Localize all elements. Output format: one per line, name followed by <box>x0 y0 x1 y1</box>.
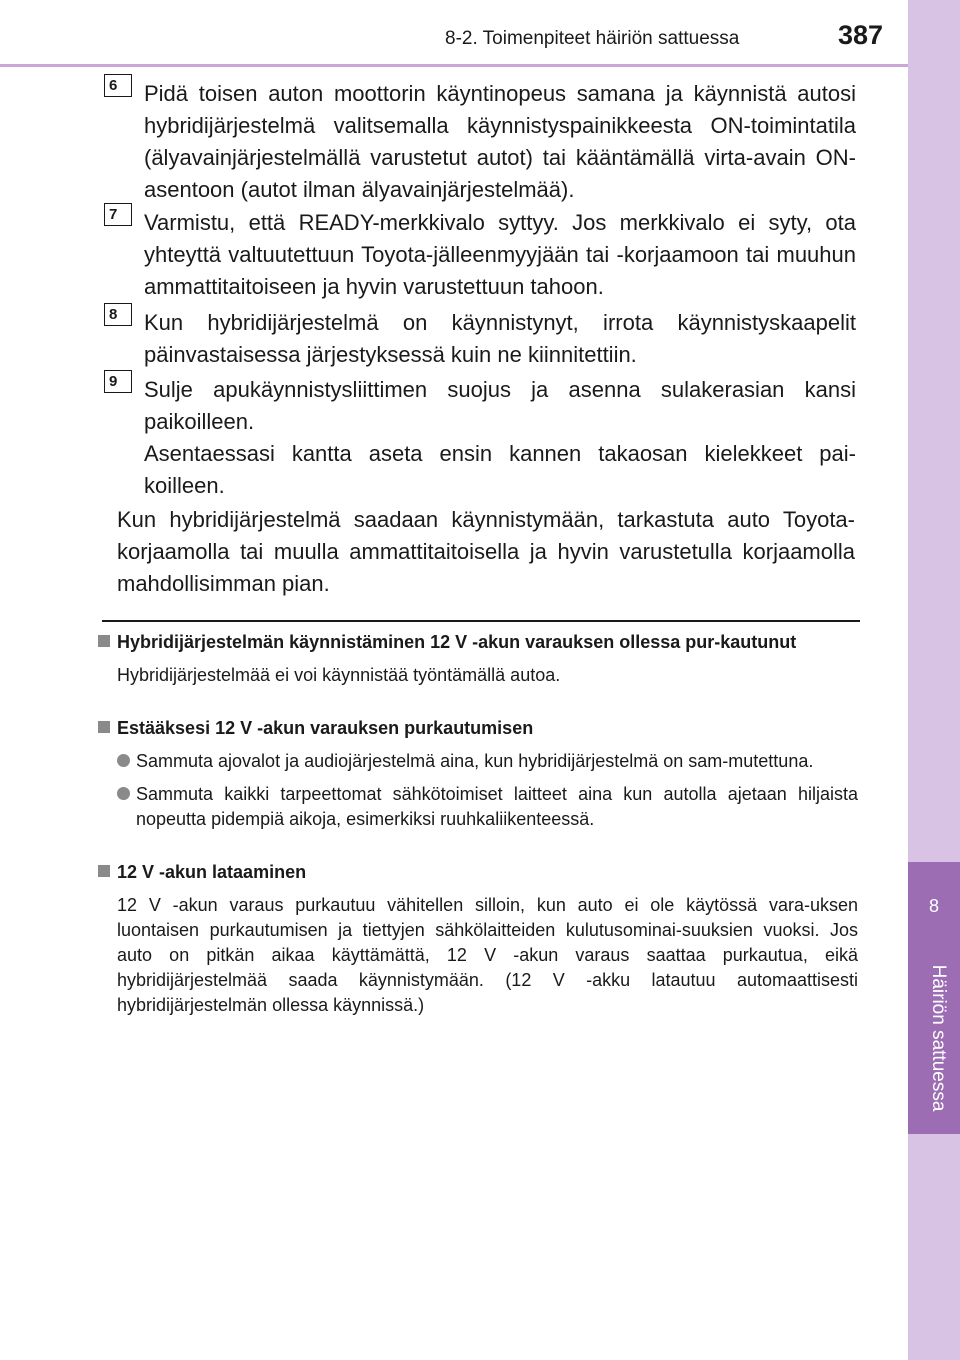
header-rule <box>0 64 908 67</box>
step-number-box: 6 <box>104 74 132 97</box>
note-hybrid-start <box>98 630 858 688</box>
step-text: Pidä toisen auton moottorin käyntinopeus samana ja käynnistä autosi hybridijärjestelmä valitsemalla käynnistyspainikkeesta ON-toimintatila (älyavainjärjestelmällä varustetut autot) tai kääntämällä virta-avain ON-asentoon (autot ilman älyavainjärjestelmää). <box>144 81 856 202</box>
note-heading <box>98 860 858 885</box>
step-number-box: 9 <box>104 370 132 393</box>
note-heading-text: Hybridijärjestelmän käynnistäminen 12 V -akun varauksen ollessa pur-kautunut <box>117 632 797 652</box>
list-item <box>98 749 858 774</box>
step-number-box: 8 <box>104 303 132 326</box>
chapter-label: Häiriön sattuessa <box>928 964 949 1112</box>
list-item-text: Sammuta ajovalot ja audiojärjestelmä aina, kun hybridijärjestelmä on sam-mutettuna. <box>136 751 814 771</box>
square-bullet-icon <box>98 721 110 733</box>
circle-bullet-icon <box>117 787 130 800</box>
step-text: Sulje apukäynnistysliittimen suojus ja asenna sulakerasian kansi paikoilleen. <box>144 377 856 434</box>
page-number: 387 <box>838 20 884 50</box>
step-7 <box>104 207 856 303</box>
list-item <box>98 782 858 832</box>
note-prevent-discharge <box>98 716 858 832</box>
chapter-side-tab <box>908 0 960 1360</box>
note-body: 12 V -akun varaus purkautuu vähitellen silloin, kun auto ei ole käytössä vara-uksen luontaisen purkautumisen ja tiettyjen sähkölaitteiden kulutusominai-suuksien vuoksi. Jos auto on pitkän aikaa käyttämättä, 12 V -akun varaus saattaa purkautua, eikä hybridijärjestelmää saada käynnistymään. (12 V -akku latautuu automaattisesti hybridijärjestelmän ollessa käynnissä.) <box>117 895 858 1015</box>
step-6 <box>104 78 856 206</box>
closing-paragraph: Kun hybridijärjestelmä saadaan käynnistymään, tarkastuta auto Toyota-korjaamolla tai muulla ammattitaitoisella ja hyvin varustetulla korjaamolla mahdollisimman pian. <box>117 507 855 596</box>
note-charging <box>98 860 858 1018</box>
note-heading-text: 12 V -akun lataaminen <box>117 862 307 882</box>
step-text: Varmistu, että READY-merkkivalo syttyy. Jos merkkivalo ei syty, ota yhteyttä valtuutettuun Toyota-jälleenmyyjään tai -korjaamoon tai muuhun ammattitaitoiseen ja hyvin varustettuun tahoon. <box>144 210 856 299</box>
chapter-number: 8 <box>928 896 939 916</box>
note-heading-text: Estääksesi 12 V -akun varauksen purkautumisen <box>117 718 534 738</box>
section-title: 8-2. Toimenpiteet häiriön sattuessa <box>445 28 740 49</box>
section-divider <box>102 620 860 622</box>
step-9 <box>104 374 856 502</box>
circle-bullet-icon <box>117 754 130 767</box>
note-heading <box>98 630 858 655</box>
note-body: Hybridijärjestelmää ei voi käynnistää työntämällä autoa. <box>117 665 561 685</box>
square-bullet-icon <box>98 865 110 877</box>
square-bullet-icon <box>98 635 110 647</box>
step-8 <box>104 307 856 371</box>
step-number-box: 7 <box>104 203 132 226</box>
note-heading <box>98 716 858 741</box>
step-extra-text: Asentaessasi kantta aseta ensin kannen takaosan kielekkeet pai-koilleen. <box>144 441 856 498</box>
list-item-text: Sammuta kaikki tarpeettomat sähkötoimiset laitteet aina kun autolla ajetaan hiljaista nopeutta pidempiä aikoja, esimerkiksi ruuhkaliikenteessä. <box>136 784 858 829</box>
step-text: Kun hybridijärjestelmä on käynnistynyt, irrota käynnistyskaapelit päinvastaisessa järjestyksessä kuin ne kiinnitettiin. <box>144 310 856 367</box>
